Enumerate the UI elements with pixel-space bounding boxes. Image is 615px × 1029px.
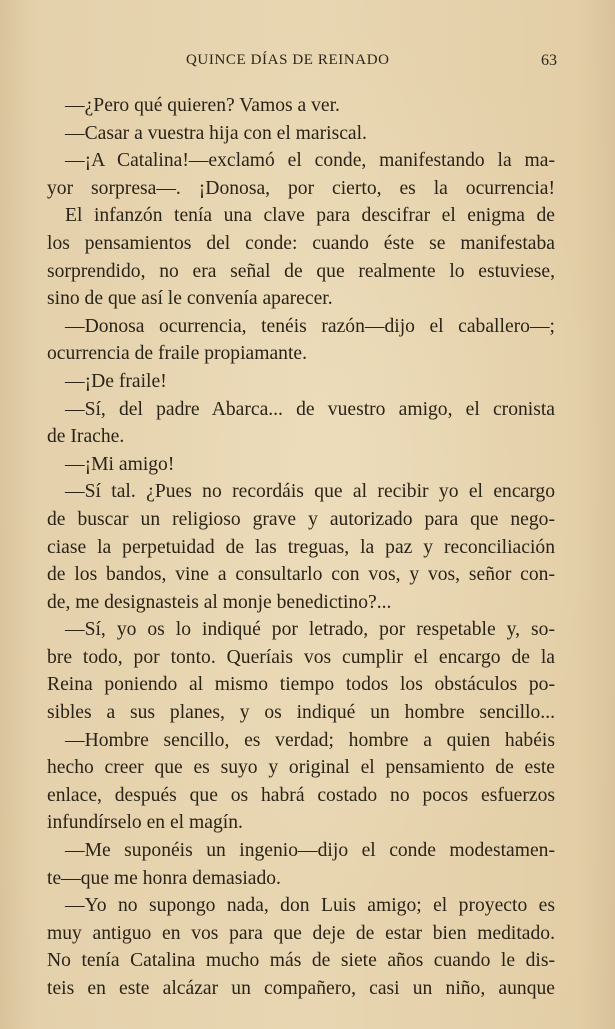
text-line: los pensamientos del conde: cuando éste se manifestaba [47,232,555,254]
text-line: sorprendido, no era señal de que realmente lo estuviese, [47,260,555,282]
text-line: infundírselo en el magín. [47,812,243,834]
text-line: —Casar a vuestra hija con el mariscal. [65,122,367,144]
text-line: —Sí tal. ¿Pues no recordáis que al recibir yo el encargo [65,481,555,503]
text-line: de, me designasteis al monje benedictino?... [47,591,392,613]
text-line: —¡De fraile! [65,370,167,392]
text-line: bre todo, por tonto. Queríais vos cumplir el encargo de la [47,646,555,668]
text-line: ciase la perpetuidad de las treguas, la paz y reconciliación [47,536,555,558]
text-line: sino de que así le convenía aparecer. [47,288,333,310]
text-line: sibles a sus planes, y os indiqué un hombre sencillo... [47,702,555,724]
text-line: teis en este alcázar un compañero, casi un niño, aunque [47,978,555,999]
text-line: —¡A Catalina!—exclamó el conde, manifestando la ma- [65,150,555,172]
text-line: yor sorpresa—. ¡Donosa, por cierto, es la ocurrencia! [47,177,555,199]
text-line: —Yo no supongo nada, don Luis amigo; el proyecto es [65,895,555,917]
text-line: te—que me honra demasiado. [47,867,281,889]
body-text [47,92,555,1003]
text-line: hecho creer que es suyo y original el pensamiento de este [47,757,555,779]
text-line: enlace, después que os habrá costado no pocos esfuerzos [47,784,555,806]
text-line: muy antiguo en vos para que deje de estar bien meditado. [47,922,555,944]
text-line: de buscar un religioso grave y autorizado para que nego- [47,508,555,530]
page-number: 63 [541,52,557,69]
running-title: QUINCE DÍAS DE REINADO [186,52,390,68]
text-line: Reina poniendo al mismo tiempo todos los obstáculos po- [47,674,555,696]
text-line: —¿Pero qué quieren? Vamos a ver. [65,95,340,116]
text-line: ocurrencia de fraile propiamante. [47,343,308,365]
text-line: No tenía Catalina mucho más de siete años cuando le dis- [47,950,555,972]
text-line: —¡Mi amigo! [65,453,175,475]
text-line: —Sí, yo os lo indiqué por letrado, por respetable y, so- [65,619,555,641]
text-line: El infanzón tenía una clave para descifrar el enigma de [65,205,555,227]
text-line: —Me suponéis un ingenio—dijo el conde modestamen- [65,840,555,862]
text-line: —Donosa ocurrencia, tenéis razón—dijo el caballero—; [65,315,555,337]
text-line: —Hombre sencillo, es verdad; hombre a quien habéis [65,729,555,751]
text-line: de los bandos, vine a consultarlo con vos, y vos, señor con- [47,564,555,586]
text-line: —Sí, del padre Abarca... de vuestro amigo, el cronista [65,398,555,420]
text-line: de Irache. [47,426,125,448]
